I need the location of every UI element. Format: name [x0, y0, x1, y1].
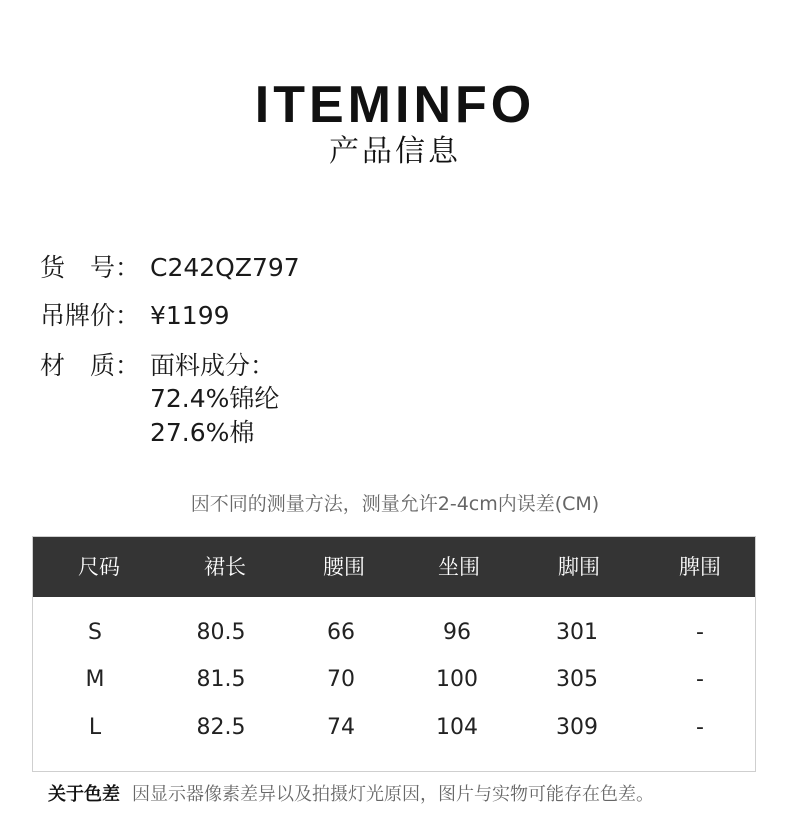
- column-header: 腰围: [323, 555, 365, 579]
- column-header: 脚围: [558, 555, 600, 579]
- table-cell: S: [88, 620, 102, 645]
- size-table-header: [33, 537, 755, 597]
- color-difference-note: [48, 780, 654, 810]
- material-line: 72.4%锦纶: [150, 384, 280, 413]
- item-number-label: 货 号：: [40, 253, 141, 282]
- measurement-note: 因不同的测量方法，测量允许2-4cm内误差(CM): [190, 493, 600, 515]
- table-cell: 104: [436, 715, 478, 740]
- material-line: 27.6%棉: [150, 418, 255, 447]
- column-header: 裙长: [204, 555, 246, 579]
- size-table: [32, 536, 756, 772]
- table-cell: 70: [327, 667, 355, 692]
- table-cell: -: [696, 620, 704, 645]
- color-difference-label: 关于色差: [48, 784, 120, 805]
- table-cell: -: [696, 715, 704, 740]
- table-cell: -: [696, 667, 704, 692]
- title-chinese: 产品信息: [329, 134, 461, 169]
- table-cell: L: [88, 715, 102, 740]
- table-cell: 309: [556, 715, 598, 740]
- table-cell: 100: [436, 667, 478, 692]
- table-cell: 66: [327, 620, 355, 645]
- table-cell: 301: [556, 620, 598, 645]
- column-header: 尺码: [78, 555, 120, 579]
- price-row: [40, 298, 230, 334]
- table-cell: 82.5: [196, 715, 246, 740]
- table-cell: 74: [327, 715, 355, 740]
- title-english: ITEMINFO: [254, 76, 536, 134]
- price-label: 吊牌价：: [40, 301, 141, 330]
- table-cell: 305: [556, 667, 598, 692]
- column-header: 脾围: [679, 555, 721, 579]
- table-cell: 81.5: [196, 667, 246, 692]
- table-cell: 80.5: [196, 620, 246, 645]
- table-cell: 96: [443, 620, 471, 645]
- item-number-value: C242QZ797: [150, 253, 300, 282]
- price-value: ¥1199: [150, 301, 230, 330]
- material-label: 材 质：: [40, 351, 141, 380]
- item-number-row: [40, 250, 300, 286]
- table-cell: M: [85, 667, 105, 692]
- column-header: 坐围: [438, 555, 480, 579]
- material-row: [40, 348, 275, 384]
- color-difference-text: 因显示器像素差异以及拍摄灯光原因，图片与实物可能存在色差。: [132, 784, 654, 805]
- material-heading: 面料成分：: [150, 351, 276, 380]
